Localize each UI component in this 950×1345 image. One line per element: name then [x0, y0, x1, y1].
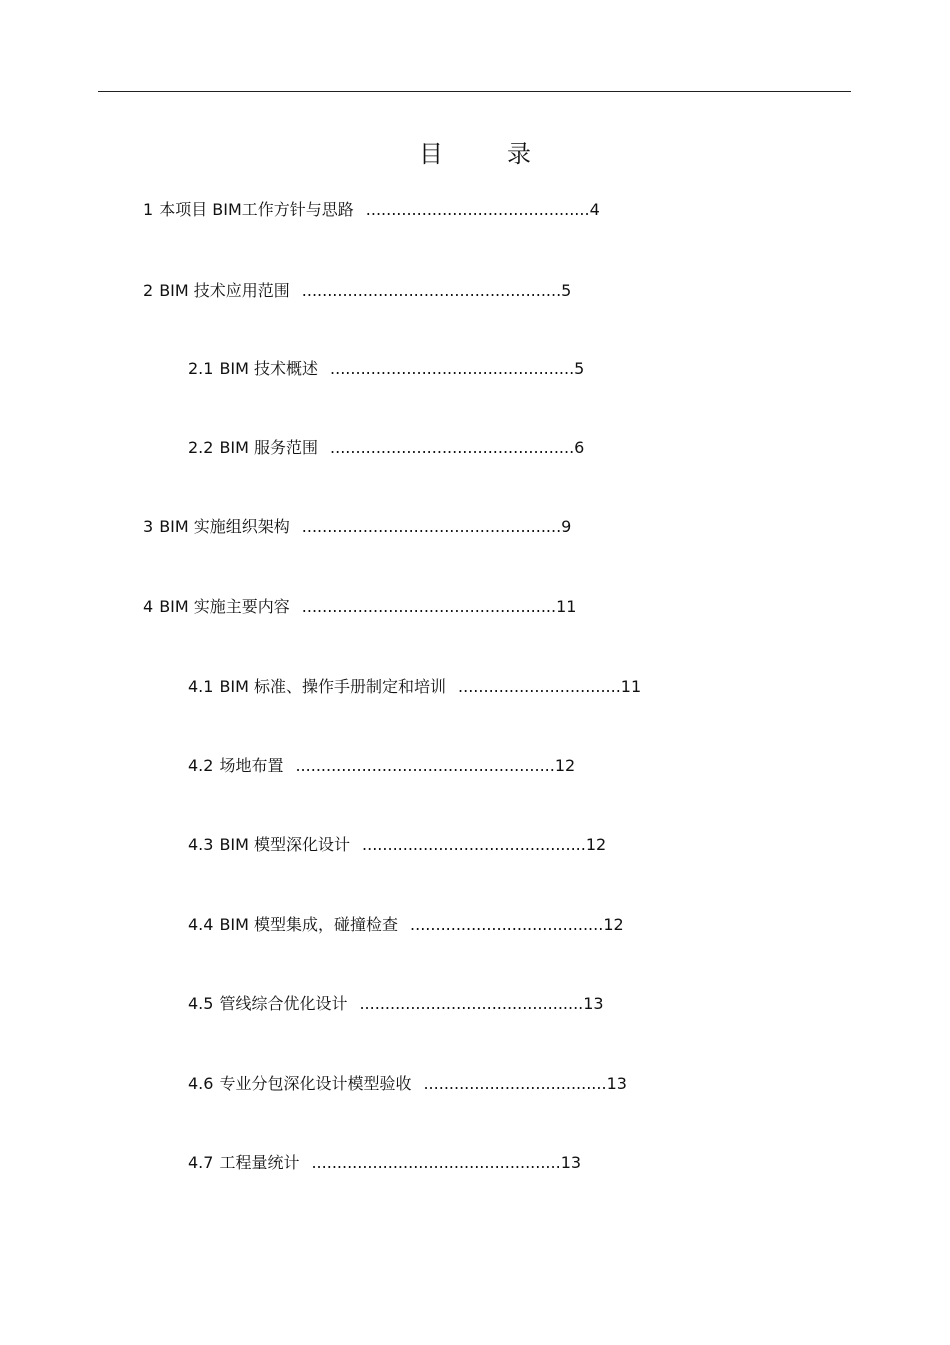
toc-entry-leader: .................................... — [423, 1074, 607, 1093]
toc-entry-3[interactable] — [143, 516, 571, 538]
toc-entry-page: 11 — [620, 677, 642, 696]
toc-entry-4-3[interactable] — [188, 834, 606, 856]
toc-entry-page: 12 — [603, 915, 624, 934]
toc-entry-page: 5 — [574, 359, 585, 378]
header-rule — [98, 91, 851, 92]
toc-entry-page: 9 — [561, 517, 572, 536]
toc-entry-page: 6 — [574, 438, 585, 457]
toc-entry-2-2[interactable] — [188, 437, 584, 459]
toc-entry-leader: ................................................ — [330, 359, 575, 378]
toc-entry-4-7[interactable] — [188, 1152, 581, 1174]
toc-entry-title: 场地布置 — [219, 756, 284, 775]
toc-entry-number: 4.3 — [188, 835, 214, 854]
toc-entry-number: 2 — [143, 281, 154, 300]
toc-entry-leader: .................................................. — [301, 597, 557, 616]
toc-entry-number: 2.2 — [188, 438, 214, 457]
toc-entry-4-1[interactable] — [188, 676, 641, 698]
toc-entry-title: BIM 标准、操作手册制定和培训 — [219, 677, 447, 696]
toc-entry-title: 管线综合优化设计 — [219, 994, 348, 1013]
toc-entry-title: BIM 实施主要内容 — [159, 597, 290, 616]
toc-entry-title: BIM 技术概述 — [219, 359, 319, 378]
toc-entry-leader: ................................................... — [301, 281, 562, 300]
toc-entry-page: 11 — [556, 597, 577, 616]
toc-entry-page: 13 — [606, 1074, 627, 1093]
toc-entry-number: 4.5 — [188, 994, 214, 1013]
toc-entry-2-1[interactable] — [188, 358, 584, 380]
toc-entry-number: 2.1 — [188, 359, 214, 378]
toc-entry-4[interactable] — [143, 596, 576, 618]
toc-entry-leader: ............................................ — [359, 994, 584, 1013]
toc-entry-leader: ............................................ — [365, 200, 590, 219]
toc-entry-number: 4.7 — [188, 1153, 214, 1172]
toc-entry-number: 4.1 — [188, 677, 214, 696]
toc-entry-leader: ................................................... — [301, 517, 562, 536]
toc-entry-4-2[interactable] — [188, 755, 575, 777]
toc-entry-leader: ...................................... — [410, 915, 604, 934]
toc-entry-page: 13 — [560, 1153, 582, 1172]
toc-entry-title: BIM 实施组织架构 — [159, 517, 290, 536]
toc-entry-1[interactable] — [143, 199, 600, 221]
toc-entry-leader: ................................................... — [295, 756, 555, 775]
toc-entry-page: 4 — [589, 200, 600, 219]
toc-entry-number: 4.2 — [188, 756, 214, 775]
toc-entry-leader: ................................................. — [311, 1153, 561, 1172]
toc-entry-title: 工程量统计 — [219, 1153, 300, 1172]
toc-entry-title: BIM 模型深化设计 — [219, 835, 351, 854]
toc-entry-4-6[interactable] — [188, 1073, 627, 1095]
toc-entry-page: 12 — [585, 835, 607, 854]
page-title: 目 录 — [419, 140, 551, 168]
toc-entry-title: BIM 技术应用范围 — [159, 281, 290, 300]
toc-entry-2[interactable] — [143, 280, 571, 302]
toc-entry-page: 5 — [561, 281, 572, 300]
toc-entry-leader: ............................................ — [362, 835, 586, 854]
toc-entry-number: 4 — [143, 597, 154, 616]
toc-entry-4-5[interactable] — [188, 993, 604, 1015]
toc-entry-page: 12 — [554, 756, 576, 775]
toc-entry-number: 3 — [143, 517, 154, 536]
toc-entry-number: 4.6 — [188, 1074, 214, 1093]
toc-entry-page: 13 — [583, 994, 604, 1013]
toc-entry-number: 1 — [143, 200, 154, 219]
toc-entry-title: BIM 服务范围 — [219, 438, 319, 457]
toc-entry-leader: ................................................ — [330, 438, 575, 457]
toc-entry-leader: ................................ — [458, 677, 621, 696]
toc-entry-title: 本项目 BIM工作方针与思路 — [159, 200, 354, 219]
toc-entry-4-4[interactable] — [188, 914, 624, 936]
toc-entry-number: 4.4 — [188, 915, 214, 934]
toc-entry-title: BIM 模型集成，碰撞检查 — [219, 915, 399, 934]
toc-entry-title: 专业分包深化设计模型验收 — [219, 1074, 412, 1093]
